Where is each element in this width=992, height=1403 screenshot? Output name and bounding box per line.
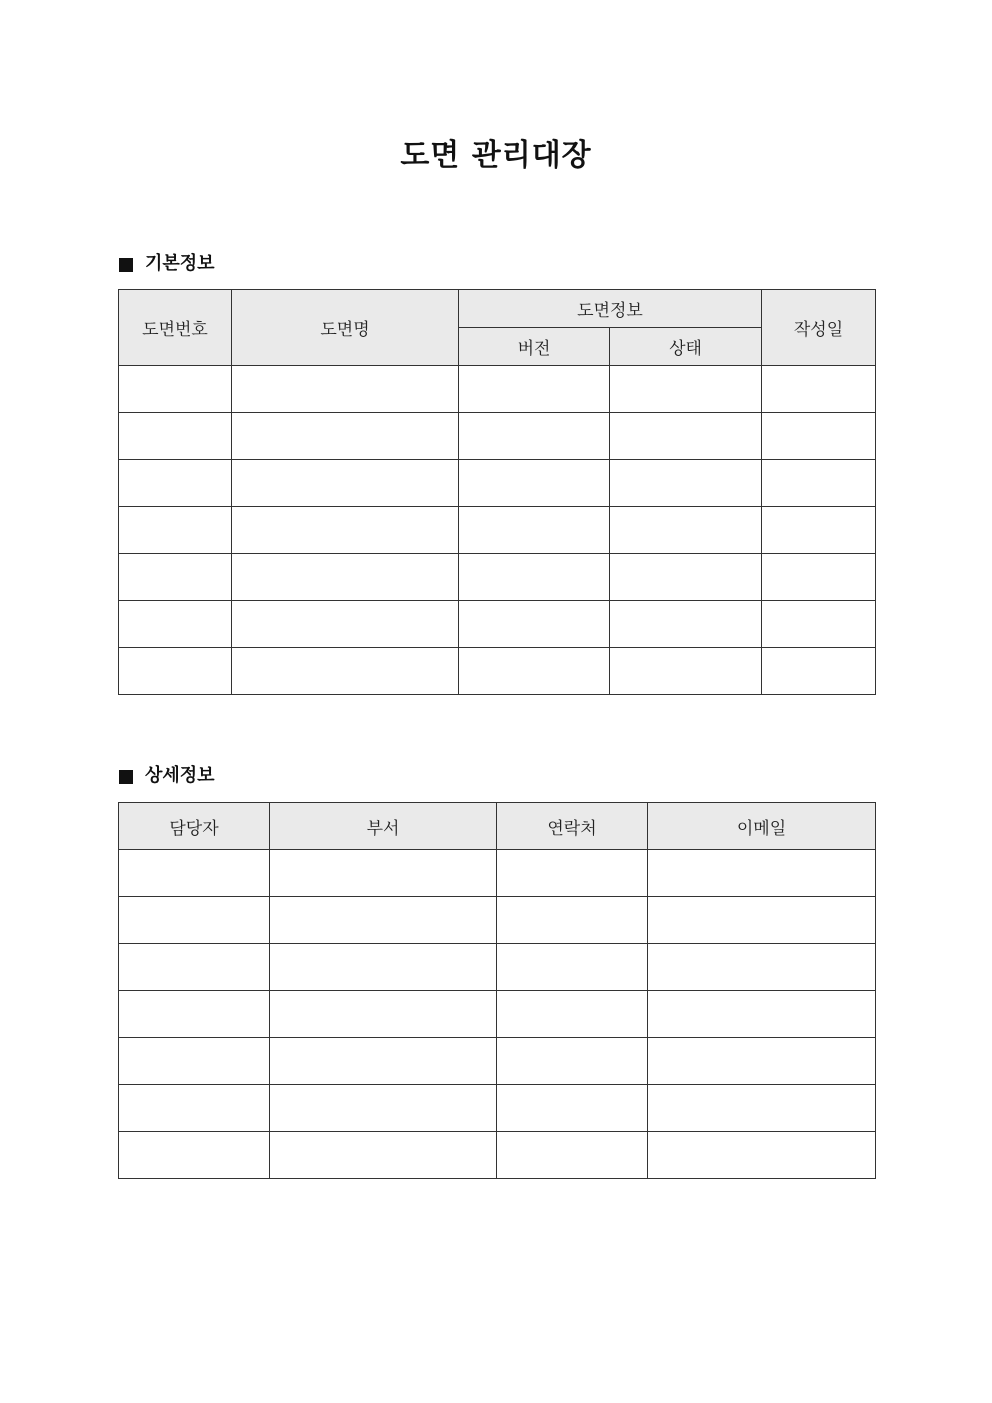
table-cell[interactable] [648, 850, 876, 897]
table-cell[interactable] [232, 601, 459, 648]
table-cell[interactable] [232, 648, 459, 695]
header-drawing-info: 도면정보 [459, 290, 762, 328]
square-bullet-icon [119, 258, 133, 272]
table-cell[interactable] [459, 507, 610, 554]
table-cell[interactable] [610, 648, 762, 695]
section-heading-basic-label: 기본정보 [145, 253, 215, 274]
section-heading-basic [119, 252, 215, 276]
header-status: 상태 [610, 328, 762, 366]
table-cell[interactable] [119, 554, 232, 601]
table-row [119, 1132, 876, 1179]
table-cell[interactable] [119, 648, 232, 695]
table-cell[interactable] [648, 1085, 876, 1132]
table-row [119, 648, 876, 695]
table-row [119, 507, 876, 554]
table-cell[interactable] [497, 1085, 648, 1132]
table-row [119, 413, 876, 460]
table-cell[interactable] [270, 850, 497, 897]
table-cell[interactable] [270, 1038, 497, 1085]
table-cell[interactable] [610, 554, 762, 601]
table-cell[interactable] [762, 601, 876, 648]
table-cell[interactable] [459, 413, 610, 460]
table-cell[interactable] [232, 460, 459, 507]
table-cell[interactable] [648, 1038, 876, 1085]
table-cell[interactable] [119, 1132, 270, 1179]
table-row [119, 601, 876, 648]
section-heading-detail [119, 764, 215, 788]
header-created-date: 작성일 [762, 290, 876, 366]
table-cell[interactable] [232, 366, 459, 413]
table-cell[interactable] [119, 1085, 270, 1132]
header-drawing-name: 도면명 [232, 290, 459, 366]
table-row [119, 1038, 876, 1085]
table-cell[interactable] [610, 366, 762, 413]
header-contact: 연락처 [497, 803, 648, 850]
table-cell[interactable] [270, 944, 497, 991]
table-cell[interactable] [762, 507, 876, 554]
header-drawing-no: 도면번호 [119, 290, 232, 366]
table-cell[interactable] [270, 1132, 497, 1179]
table-cell[interactable] [119, 601, 232, 648]
page-title: 도면 관리대장 [400, 138, 592, 173]
table-cell[interactable] [762, 460, 876, 507]
table-cell[interactable] [497, 991, 648, 1038]
table-cell[interactable] [648, 1132, 876, 1179]
table-cell[interactable] [648, 897, 876, 944]
table-cell[interactable] [119, 1038, 270, 1085]
table-cell[interactable] [119, 507, 232, 554]
table-cell[interactable] [119, 944, 270, 991]
table-cell[interactable] [610, 413, 762, 460]
table-row [119, 897, 876, 944]
table-cell[interactable] [119, 366, 232, 413]
table-row [119, 366, 876, 413]
table-cell[interactable] [459, 648, 610, 695]
table-cell[interactable] [119, 897, 270, 944]
table-cell[interactable] [762, 366, 876, 413]
table-cell[interactable] [232, 507, 459, 554]
table-cell[interactable] [232, 413, 459, 460]
table-cell[interactable] [497, 1132, 648, 1179]
table-cell[interactable] [762, 648, 876, 695]
table-cell[interactable] [762, 554, 876, 601]
table-row [119, 554, 876, 601]
table-cell[interactable] [497, 944, 648, 991]
table-cell[interactable] [459, 601, 610, 648]
square-bullet-icon [119, 770, 133, 784]
table-cell[interactable] [610, 460, 762, 507]
table-row [119, 850, 876, 897]
table-cell[interactable] [232, 554, 459, 601]
table-row [119, 944, 876, 991]
table-cell[interactable] [610, 601, 762, 648]
table-cell[interactable] [648, 944, 876, 991]
table-cell[interactable] [610, 507, 762, 554]
table-row [119, 460, 876, 507]
table-cell[interactable] [459, 460, 610, 507]
table-cell[interactable] [497, 1038, 648, 1085]
table-cell[interactable] [270, 897, 497, 944]
header-department: 부서 [270, 803, 497, 850]
table-cell[interactable] [459, 366, 610, 413]
table-cell[interactable] [119, 991, 270, 1038]
header-person: 담당자 [119, 803, 270, 850]
table-cell[interactable] [270, 991, 497, 1038]
table-cell[interactable] [119, 850, 270, 897]
header-version: 버전 [459, 328, 610, 366]
table-row [119, 991, 876, 1038]
table-row [119, 1085, 876, 1132]
detail-info-table [118, 802, 876, 1179]
header-email: 이메일 [648, 803, 876, 850]
table-cell[interactable] [119, 460, 232, 507]
basic-info-table [118, 289, 876, 695]
table-cell[interactable] [762, 413, 876, 460]
table-cell[interactable] [459, 554, 610, 601]
section-heading-detail-label: 상세정보 [145, 765, 215, 786]
table-cell[interactable] [648, 991, 876, 1038]
table-cell[interactable] [497, 897, 648, 944]
table-cell[interactable] [119, 413, 232, 460]
table-cell[interactable] [270, 1085, 497, 1132]
table-cell[interactable] [497, 850, 648, 897]
